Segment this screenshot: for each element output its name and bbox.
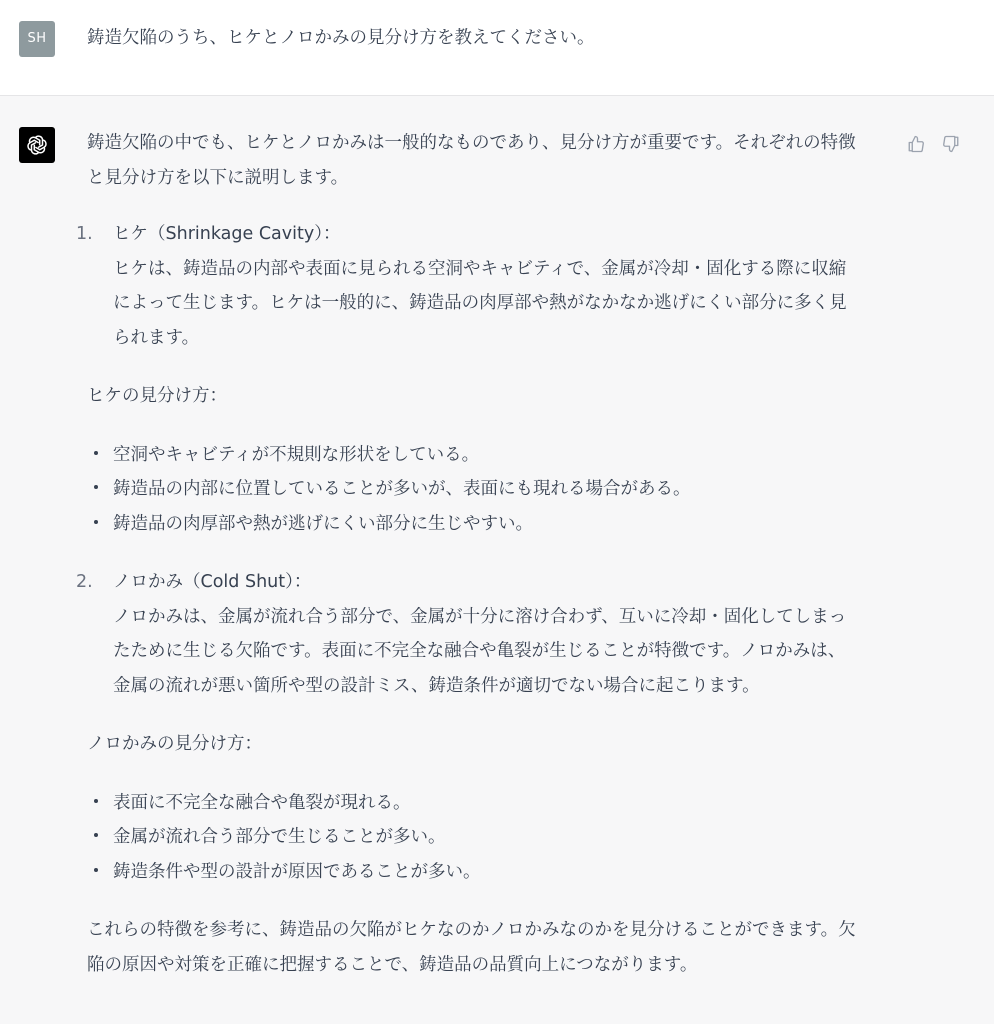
list-item-text: 金属が流れ合う部分で生じることが多い。 [113, 827, 446, 847]
closing-paragraph [87, 913, 893, 982]
list-item-text: 鋳造品の肉厚部や熱が逃げにくい部分に生じやすい。 [113, 513, 533, 534]
bullet-dot [94, 868, 98, 872]
thumbs-down-icon [942, 135, 960, 153]
assistant-avatar [19, 127, 55, 163]
item-desc-line: られます。 [113, 327, 200, 348]
bullet-dot [94, 451, 98, 455]
list-item [87, 472, 893, 507]
numbered-item-1 [76, 217, 893, 355]
thumbs-up-icon [907, 135, 925, 153]
closing-line-2: 陥の原因や対策を正確に把握することで、鋳造品の品質向上につながります。 [87, 954, 698, 975]
user-avatar: SH [19, 21, 55, 57]
item-desc-line: たために生じる欠陥です。表面に不完全な融合や亀裂が生じることが特徴です。ノロかみは、 [113, 641, 846, 661]
item-desc-line: 金属の流れが悪い箇所や型の設計ミス、鋳造条件が適切でない場合に起こります。 [113, 675, 760, 696]
section-heading: ノロかみの見分け方： [87, 734, 262, 754]
thumbs-up-button[interactable] [904, 132, 928, 156]
assistant-message-row [0, 96, 994, 1024]
item-title: ヒケ（Shrinkage Cavity）： [113, 224, 341, 244]
list-item-text: 鋳造条件や型の設計が原因であることが多い。 [113, 861, 481, 882]
item-number: 2. [76, 572, 93, 592]
closing-line-1: これらの特徴を参考に、鋳造品の欠陥がヒケなのかノロかみなのかを見分けることができます。欠 [87, 920, 856, 940]
list-item-text: 表面に不完全な融合や亀裂が現れる。 [113, 792, 411, 813]
assistant-message-content [76, 126, 893, 982]
bullet-dot [94, 799, 98, 803]
bullet-dot [94, 485, 98, 489]
list-item-text: 鋳造品の内部に位置していることが多いが、表面にも現れる場合がある。 [113, 479, 691, 499]
bullet-dot [94, 833, 98, 837]
list-item [87, 507, 893, 542]
item-desc-line: によって生じます。ヒケは一般的に、鋳造品の肉厚部や熱がなかなか逃げにくい部分に多く見 [113, 293, 847, 313]
intro-paragraph [87, 126, 893, 195]
item-desc-line: ヒケは、鋳造品の内部や表面に見られる空洞やキャビティで、金属が冷却・固化する際に収縮 [113, 258, 847, 279]
section-heading: ヒケの見分け方： [87, 386, 227, 406]
item-desc-line: ノロかみは、金属が流れ合う部分で、金属が十分に溶け合わず、互いに冷却・固化してしまっ [113, 606, 847, 627]
spacer [87, 541, 893, 565]
list-item [87, 820, 893, 855]
bullet-list [87, 438, 893, 542]
openai-logo-icon [25, 133, 49, 157]
bullet-dot [94, 520, 98, 524]
list-item-text: 空洞やキャビティが不規則な形状をしている。 [113, 444, 480, 465]
list-item [87, 786, 893, 821]
list-item [87, 438, 893, 473]
list-item [87, 855, 893, 890]
user-message-row [0, 0, 994, 96]
numbered-item-2 [76, 565, 893, 703]
user-message-text: 鋳造欠陥のうち、ヒケとノロかみの見分け方を教えてください。 [87, 28, 595, 48]
intro-line-1: 鋳造欠陥の中でも、ヒケとノロかみは一般的なものであり、見分け方が重要です。それぞれの特徴 [87, 133, 856, 153]
item-number: 1. [76, 224, 93, 244]
thumbs-down-button[interactable] [939, 132, 963, 156]
item-title: ノロかみ（Cold Shut）： [113, 572, 312, 592]
bullet-list [87, 786, 893, 890]
intro-line-2: と見分け方を以下に説明します。 [87, 167, 349, 188]
